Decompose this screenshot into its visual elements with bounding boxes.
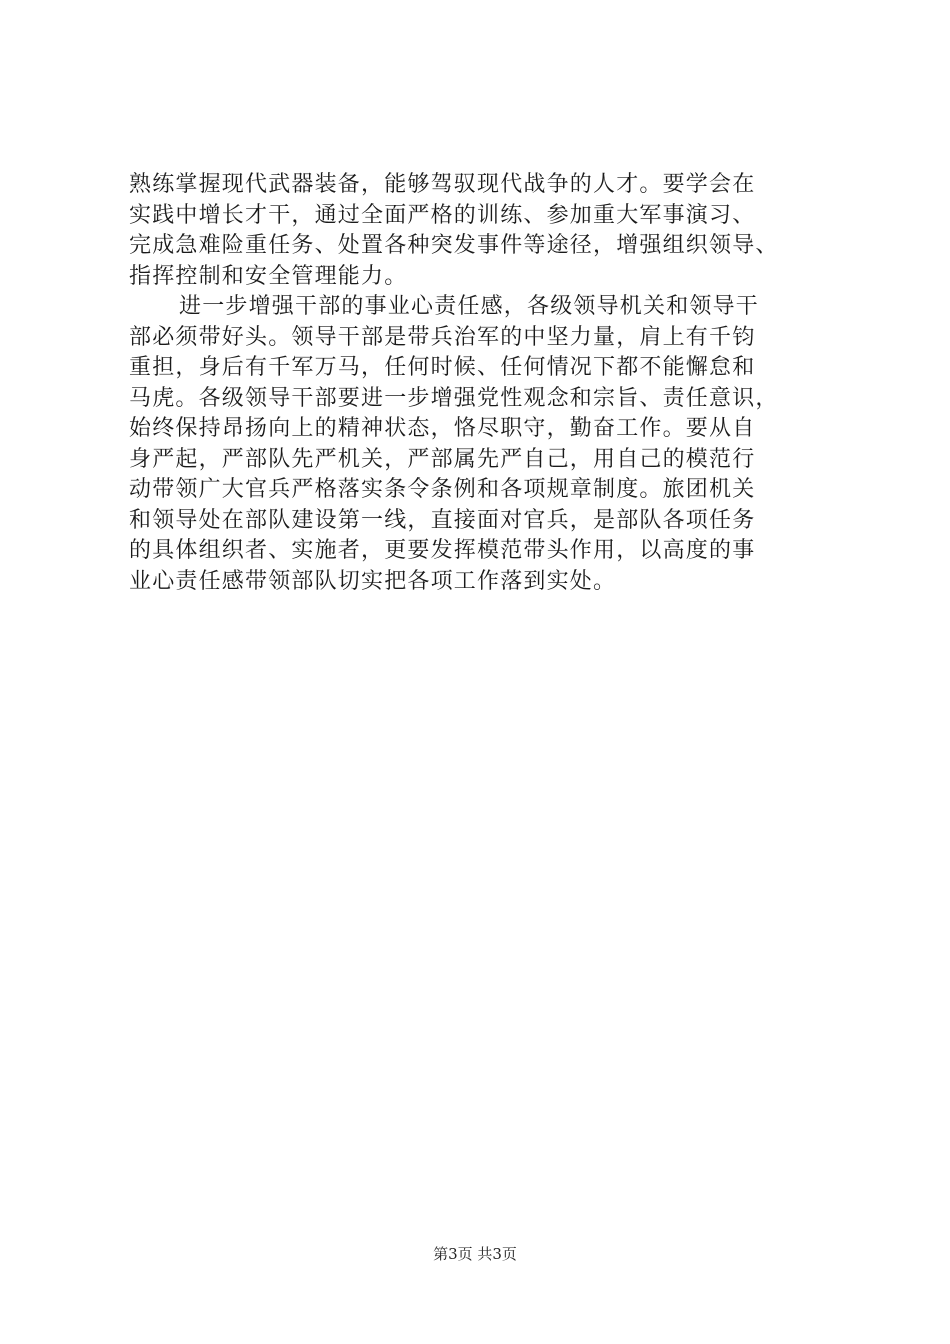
text-line: 熟练掌握现代武器装备，能够驾驭现代战争的人才。要学会在 [129,172,756,197]
paragraph-first-line: 进一步增强干部的事业心责任感，各级领导机关和领导干 [179,294,760,319]
text-line: 部必须带好头。领导干部是带兵治军的中坚力量，肩上有千钧 [129,324,756,350]
text-line: 实践中增长才干，通过全面严格的训练、参加重大军事演习、 [129,202,756,228]
text-line: 动带领广大官兵严格落实条令条例和各项规章制度。旅团机关 [129,477,756,502]
text-line: 业心责任感带领部队切实把各项工作落到实处。 [129,568,617,594]
text-line: 重担，身后有千军万马，任何时候、任何情况下都不能懈怠和 [129,355,756,380]
text-line: 和领导处在部队建设第一线，直接面对官兵，是部队各项任务 [129,507,756,533]
text-line: 始终保持昂扬向上的精神状态，恪尽职守，勤奋工作。要从自 [129,416,756,441]
body-text [129,170,851,597]
text-line: 马虎。各级领导干部要进一步增强党性观念和宗旨、责任意识， [129,385,779,411]
page-number-footer: 第3页 共3页 [433,1245,517,1263]
text-line: 完成急难险重任务、处置各种突发事件等途径，增强组织领导、 [129,233,779,258]
text-line: 的具体组织者、实施者，更要发挥模范带头作用，以高度的事 [129,538,756,563]
text-line: 身严起，严部队先严机关，严部属先严自己，用自己的模范行 [129,446,756,472]
text-line: 指挥控制和安全管理能力。 [129,263,408,289]
